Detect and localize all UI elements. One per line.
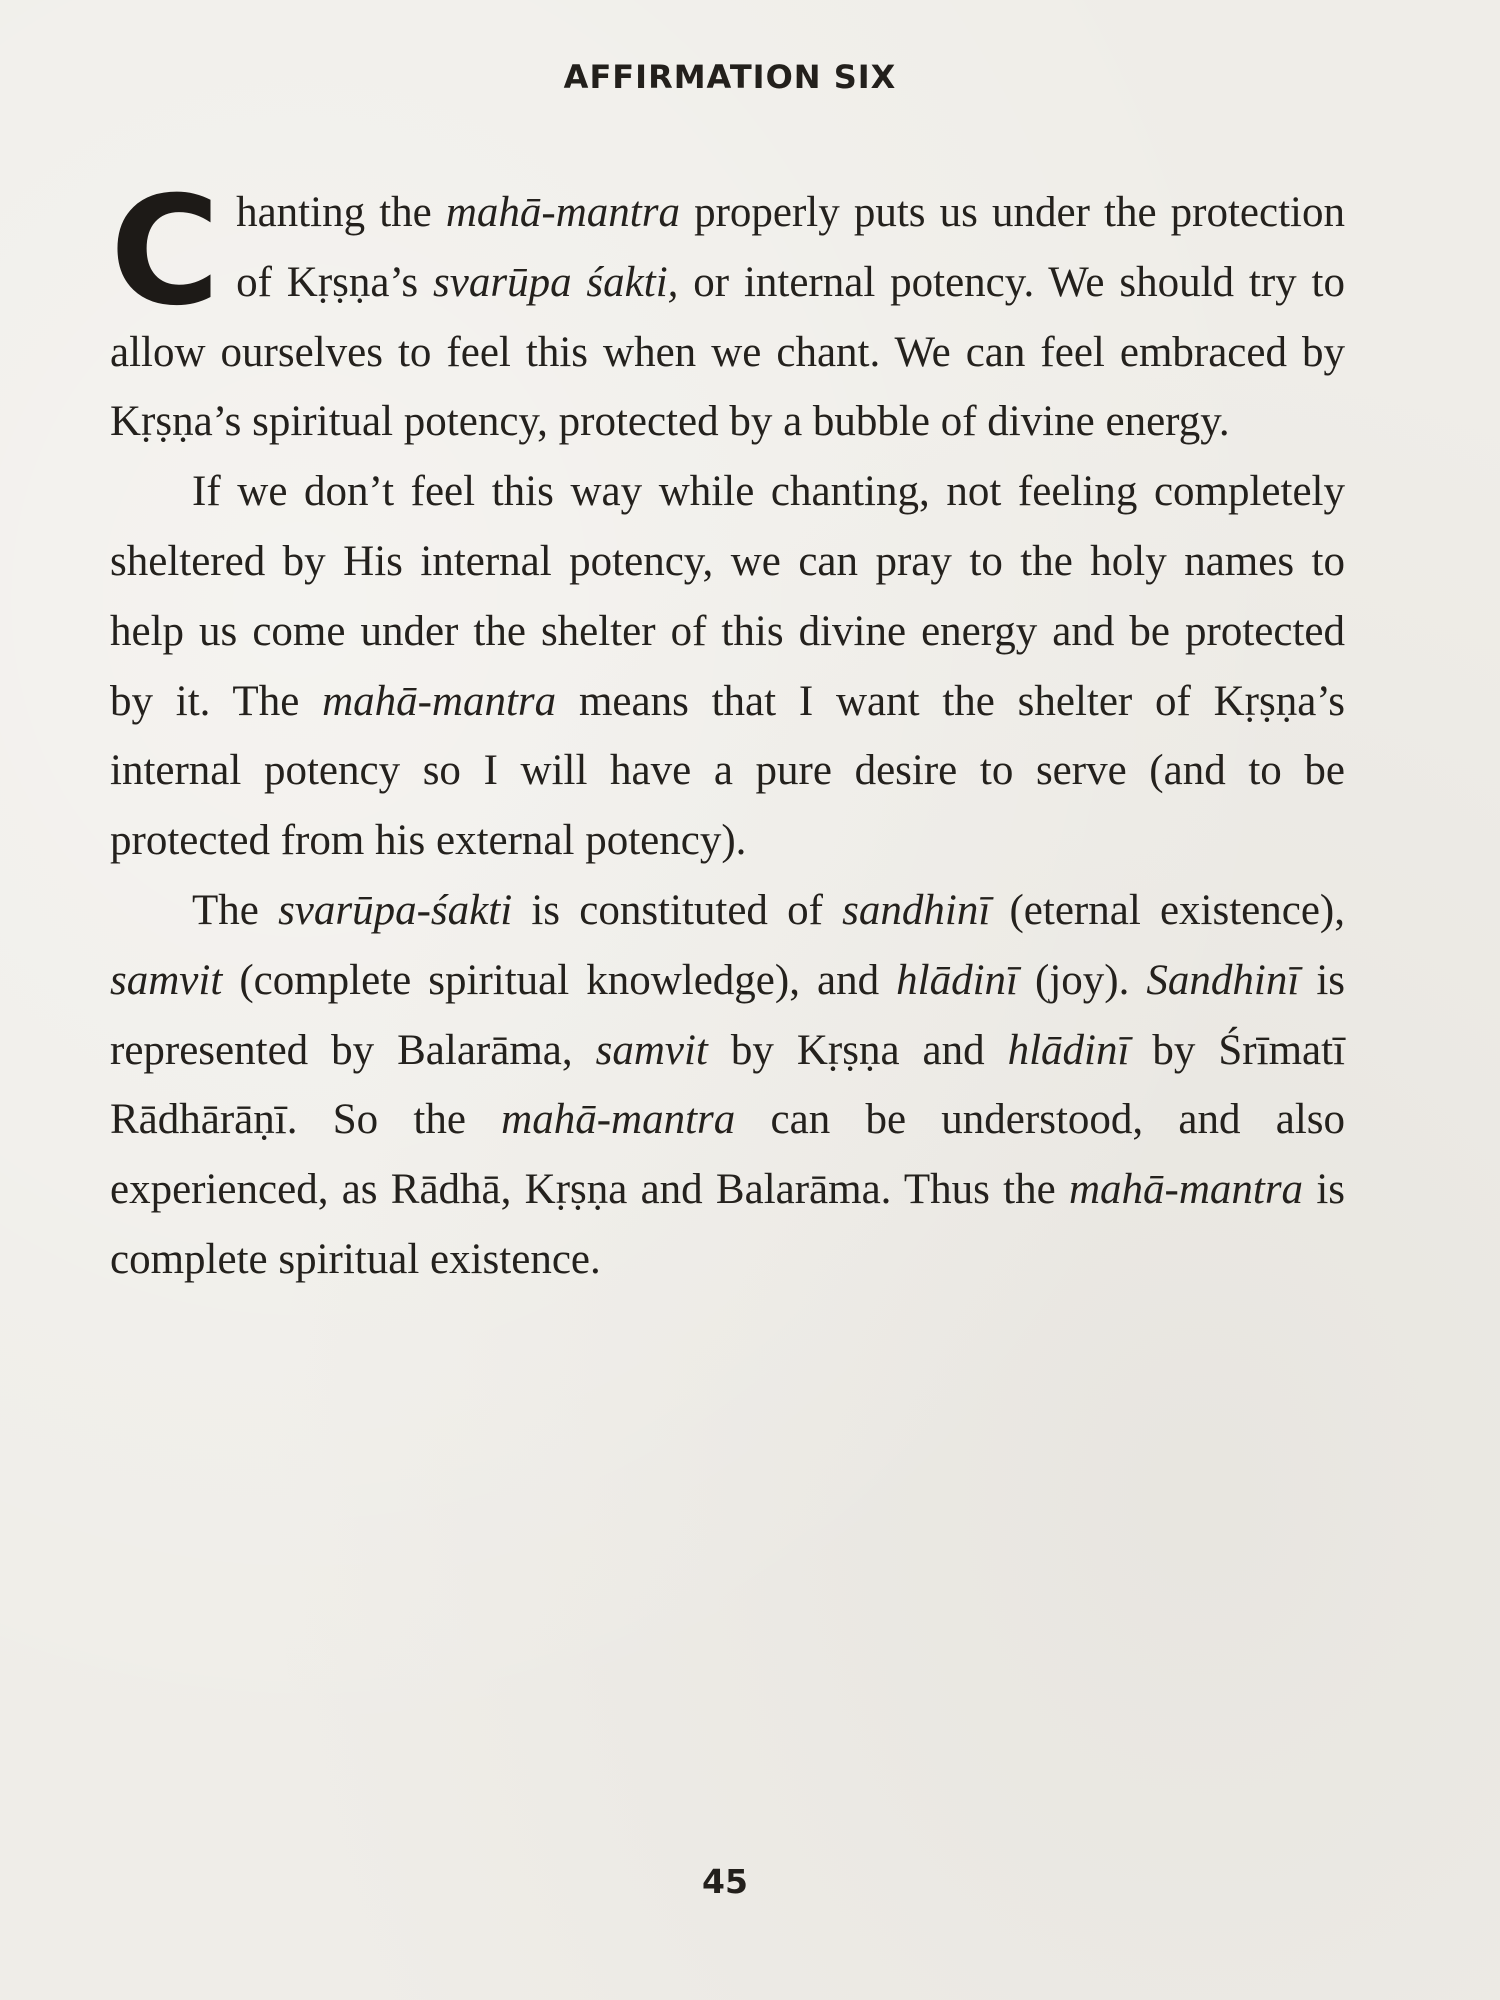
italic-term: hlādinī [1007, 1026, 1130, 1074]
italic-term: Sandhinī [1146, 956, 1300, 1004]
text-run: means that I want the shelter of Kṛṣṇa’s internal potency so I will have a pure desire to serve (and to be protected from his external potency). [110, 677, 1345, 865]
text-run: or internal potency. We should try to allow ourselves to feel this when we chant. We can feel embraced by Kṛṣṇa’s spiritual potency, protected by a bubble of divine energy. [110, 258, 1345, 446]
italic-term: svarūpa-śakti [278, 886, 513, 934]
italic-term: svarūpa śakti, [433, 258, 679, 306]
text-run: properly puts us under the protection of Kṛṣṇa’s [236, 189, 1345, 306]
paragraph-1 [110, 165, 1345, 457]
text-run: The [192, 886, 279, 934]
italic-term: samvit [595, 1026, 708, 1074]
italic-term: hlādinī [896, 956, 1018, 1004]
italic-term: mahā-mantra [322, 677, 557, 725]
paragraph-3 [110, 876, 1345, 1295]
italic-term: sandhinī [842, 886, 991, 934]
text-run: is constituted of [512, 886, 843, 934]
text-run: is represented by Balarāma, [110, 956, 1345, 1074]
italic-term: samvit [110, 956, 223, 1004]
text-run: can be understood, and also experienced, as Rādhā, Kṛṣṇa and Balarāma. Thus the [110, 1096, 1345, 1214]
drop-cap: C [110, 165, 221, 339]
italic-term: mahā-mantra [501, 1096, 736, 1144]
text-run: (eternal existence), [990, 886, 1346, 934]
text-run: (complete spiritual knowledge), and [222, 956, 897, 1004]
text-run: If we don’t feel this way while chanting, not feeling completely sheltered by His internal potency, we can pray to the holy names to help us come under the shelter of this divine energy and be protected by it. The [110, 468, 1345, 725]
page-number: 45 [702, 1862, 748, 1901]
text-run: (joy). [1017, 956, 1147, 1004]
text-run: hanting the [236, 189, 446, 236]
body-text [110, 165, 1346, 1295]
text-run: by Kṛṣṇa and [707, 1026, 1008, 1074]
text-run: by Śrīmatī Rādhārāṇī. So the [110, 1026, 1345, 1144]
paragraph-2 [110, 457, 1345, 876]
text-run: is complete spiritual existence. [110, 1166, 1346, 1283]
chapter-title: AFFIRMATION SIX [563, 58, 897, 96]
italic-term: mahā-mantra [1068, 1166, 1304, 1214]
italic-term: mahā-mantra [445, 189, 680, 236]
